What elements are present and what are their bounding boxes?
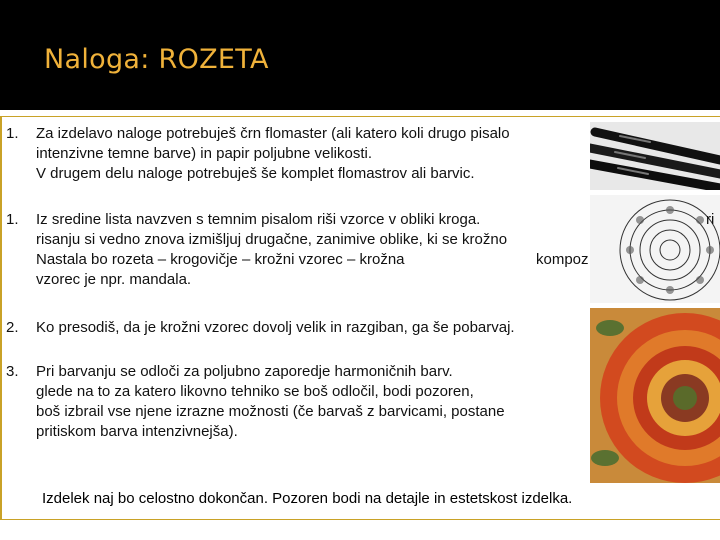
item-line: Pri barvanju se odloči za poljubno zaporedje harmoničnih barv. <box>36 363 453 380</box>
item-line: Ko presodiš, da je krožni vzorec dovolj velik in razgiban, ga še pobarvaj. <box>36 319 515 336</box>
item-line: V drugem delu naloge potrebuješ še komplet flomastrov ali barvic. <box>36 165 475 182</box>
text-fragment: kompoz <box>536 251 589 268</box>
item-text <box>36 362 596 442</box>
item-line: risanju si vedno znova izmišljuj drugačne, zanimive oblike, ki se krožno <box>36 231 508 248</box>
slide-header <box>0 0 720 110</box>
colored-rosette-image <box>590 308 720 483</box>
item-line: glede na to za katero likovno tehniko se boš odločil, bodi pozoren, <box>36 383 474 400</box>
item-text <box>36 124 596 184</box>
item-text <box>36 210 596 290</box>
item-line: Nastala bo rozeta – krogovičje – krožni vzorec – krožna <box>36 251 405 268</box>
item-number: 2. <box>6 319 19 336</box>
mandala-image <box>590 195 720 303</box>
item-number: 1. <box>6 125 19 142</box>
item-number: 3. <box>6 363 19 380</box>
item-line: pritiskom barva intenzivnejša). <box>36 423 238 440</box>
item-line: vzorec je npr. mandala. <box>36 271 192 288</box>
item-line: boš izbrail vse njene izrazne možnosti (če barvaš z barvicami, postane <box>36 403 505 420</box>
item-line: Iz sredine lista navzven s temnim pisalom riši vzorce v obliki kroga. <box>36 211 481 228</box>
item-line: Za izdelavo naloge potrebuješ črn flomaster (ali katero koli drugo pisalo <box>36 125 510 142</box>
item-number: 1. <box>6 211 19 228</box>
markers-image <box>590 122 720 190</box>
footer-note: Izdelek naj bo celostno dokončan. Pozoren bodi na detajle in estetskost izdelka. <box>42 490 573 507</box>
text-fragment: ri <box>706 211 715 228</box>
item-text <box>36 318 596 338</box>
item-line: intenzivne temne barve) in papir poljubne velikosti. <box>36 145 373 162</box>
slide-title: Naloga: ROZETA <box>44 44 269 75</box>
